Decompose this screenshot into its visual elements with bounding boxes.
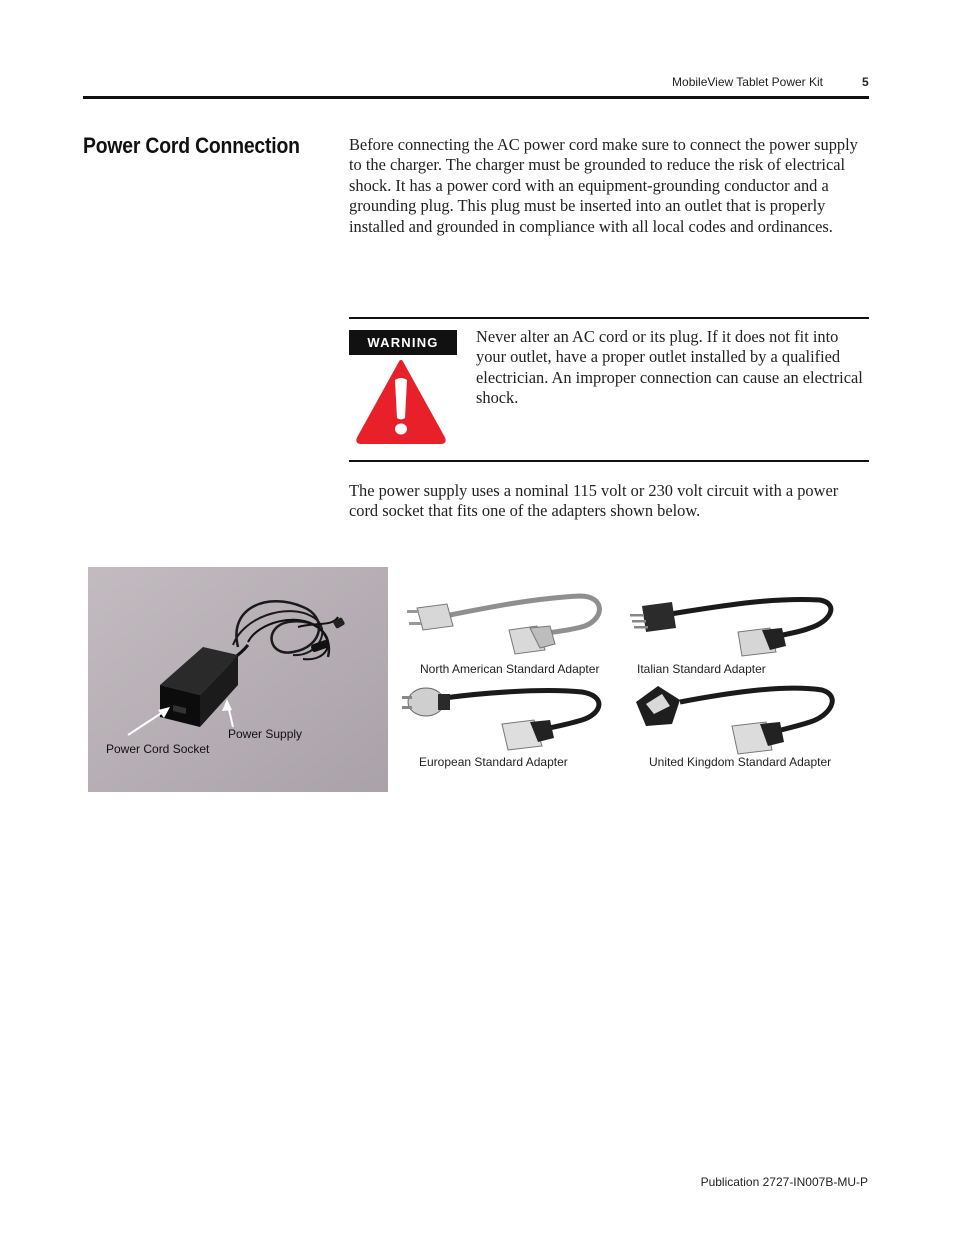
page-number: 5 (862, 75, 869, 89)
warning-text: Never alter an AC cord or its plug. If it does not fit into your outlet, have a proper outlet installed by a qualified electrician. An improper connection can cause an electrical shock. (476, 327, 863, 408)
power-supply-paragraph: The power supply uses a nominal 115 volt or 230 volt circuit with a power cord socket that fits one of the adapters shown below. (349, 481, 839, 521)
north-american-adapter-image (405, 588, 610, 660)
adapter-label-uk: United Kingdom Standard Adapter (649, 755, 832, 769)
warning-top-rule (349, 317, 869, 319)
running-header-title: MobileView Tablet Power Kit (672, 75, 823, 89)
section-title: Power Cord Connection (83, 133, 300, 158)
publication-footer: Publication 2727-IN007B-MU-P (700, 1175, 868, 1189)
warning-badge: WARNING (349, 330, 457, 355)
adapter-label-north-american: North American Standard Adapter (420, 662, 600, 676)
warning-bottom-rule (349, 460, 869, 462)
intro-paragraph: Before connecting the AC power cord make sure to connect the power supply to the charger. The charger must be grounded to reduce the risk of electrical shock. It has a power cord with an equipment-grounding conductor and a grounding plug. This plug must be inserted into an outlet that is properly installed and grounded in compliance with all local codes and ordinances. (349, 135, 858, 236)
header-rule (83, 96, 869, 99)
power-supply-photo (88, 567, 388, 792)
italian-adapter-image (630, 592, 835, 662)
adapter-label-italian: Italian Standard Adapter (637, 662, 766, 676)
adapter-label-european: European Standard Adapter (419, 755, 568, 769)
european-adapter-image (402, 678, 607, 756)
power-supply-label: Power Supply (228, 727, 303, 741)
callout-arrows (88, 567, 388, 792)
power-cord-socket-label: Power Cord Socket (106, 742, 210, 756)
uk-adapter-image (632, 680, 837, 758)
warning-triangle-icon (355, 358, 447, 444)
